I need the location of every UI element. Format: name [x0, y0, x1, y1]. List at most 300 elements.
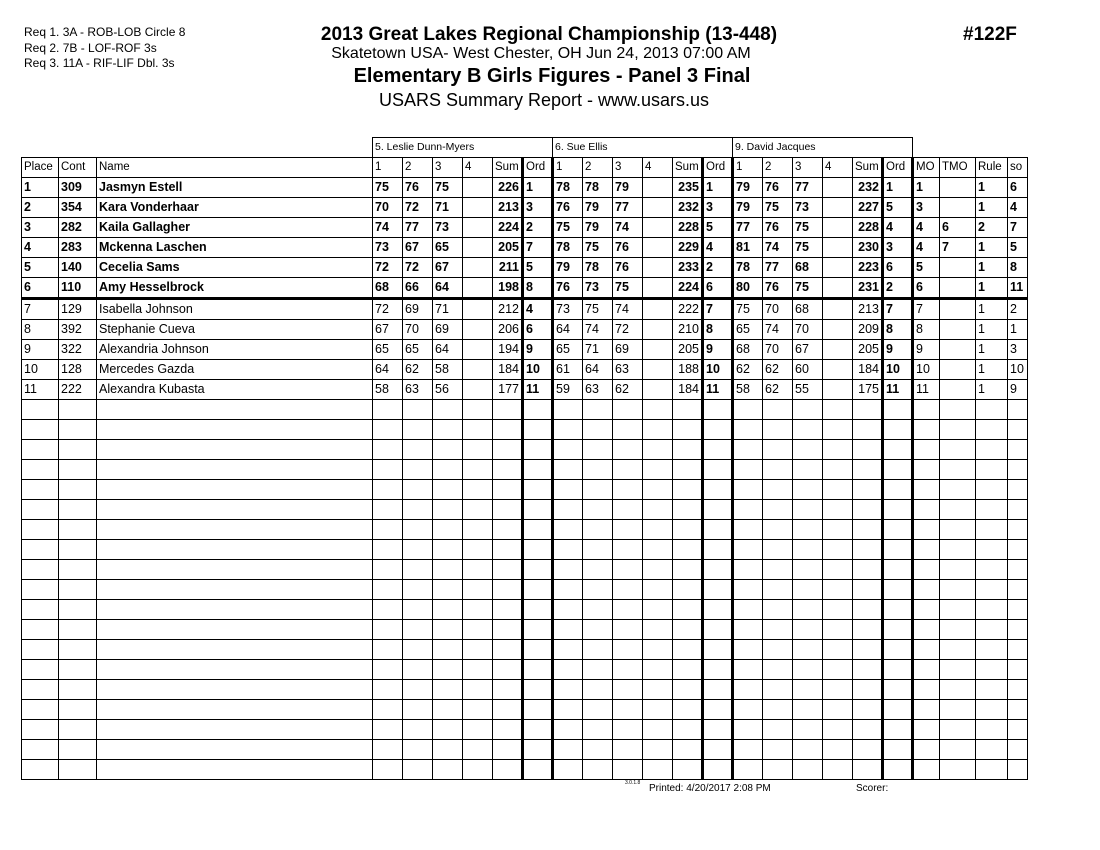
judge2-score-fig3-cell — [613, 500, 643, 520]
judge1-score-fig3-cell: 67 — [433, 258, 463, 278]
skate-order-cell — [1008, 720, 1028, 740]
judge3-score-fig3-cell: 67 — [793, 340, 823, 360]
rule-cell: 1 — [976, 380, 1008, 400]
table-body — [22, 138, 1028, 780]
judge2-score-fig4-cell — [643, 580, 673, 600]
judge3-score-fig4-cell — [823, 520, 853, 540]
judge1-score-fig1-cell — [373, 420, 403, 440]
judge1-score-fig3-cell: 58 — [433, 360, 463, 380]
place-cell — [22, 400, 59, 420]
col-header-judge3-3: 4 — [823, 158, 853, 178]
place-cell: 8 — [22, 320, 59, 340]
judge3-ordinal-cell — [883, 660, 913, 680]
judge3-score-fig1-cell — [733, 520, 763, 540]
judge1-ordinal-cell — [523, 680, 553, 700]
judge2-sum-cell — [673, 760, 703, 780]
judge3-sum-cell: 209 — [853, 320, 883, 340]
judge3-sum-cell — [853, 580, 883, 600]
skater-name-cell: Kaila Gallagher — [97, 218, 373, 238]
col-header-tmo: TMO — [940, 158, 976, 178]
judge1-score-fig2-cell — [403, 560, 433, 580]
total-majority-ordinal-cell — [940, 760, 976, 780]
contestant-number-cell — [59, 680, 97, 700]
judge1-score-fig1-cell: 70 — [373, 198, 403, 218]
judge1-score-fig4-cell — [463, 400, 493, 420]
judge2-ordinal-cell: 3 — [703, 198, 733, 218]
judge1-score-fig3-cell — [433, 700, 463, 720]
skater-name-cell — [97, 520, 373, 540]
judge2-score-fig1-cell — [553, 420, 583, 440]
judge1-sum-cell — [493, 640, 523, 660]
judge2-score-fig1-cell: 61 — [553, 360, 583, 380]
judge2-score-fig1-cell: 76 — [553, 198, 583, 218]
judge2-score-fig1-cell: 76 — [553, 278, 583, 299]
judge1-score-fig1-cell: 72 — [373, 258, 403, 278]
judge2-sum-cell: 233 — [673, 258, 703, 278]
majority-ordinal-cell: 8 — [913, 320, 940, 340]
judge2-sum-cell: 222 — [673, 299, 703, 320]
majority-ordinal-cell — [913, 540, 940, 560]
judge3-sum-cell: 232 — [853, 178, 883, 198]
judge2-score-fig3-cell — [613, 460, 643, 480]
judge1-score-fig2-cell — [403, 460, 433, 480]
place-cell — [22, 480, 59, 500]
judge3-score-fig1-cell: 77 — [733, 218, 763, 238]
judge1-score-fig2-cell — [403, 620, 433, 640]
total-majority-ordinal-cell — [940, 299, 976, 320]
judge1-score-fig1-cell — [373, 500, 403, 520]
judge2-ordinal-cell — [703, 500, 733, 520]
total-majority-ordinal-cell — [940, 600, 976, 620]
judge3-sum-cell: 230 — [853, 238, 883, 258]
contestant-number-cell — [59, 640, 97, 660]
judge3-score-fig4-cell — [823, 278, 853, 299]
judge1-score-fig3-cell — [433, 660, 463, 680]
judge3-score-fig4-cell — [823, 700, 853, 720]
judge3-sum-cell — [853, 760, 883, 780]
judge1-score-fig1-cell: 67 — [373, 320, 403, 340]
judge1-score-fig2-cell: 72 — [403, 198, 433, 218]
judge3-score-fig2-cell — [763, 700, 793, 720]
judge1-score-fig3-cell — [433, 740, 463, 760]
judge3-score-fig1-cell — [733, 540, 763, 560]
judge3-sum-cell: 205 — [853, 340, 883, 360]
total-majority-ordinal-cell — [940, 720, 976, 740]
judge1-score-fig3-cell — [433, 540, 463, 560]
judge1-sum-cell: 177 — [493, 380, 523, 400]
judge1-score-fig1-cell: 75 — [373, 178, 403, 198]
judge3-score-fig3-cell — [793, 420, 823, 440]
col-header-judge3-0: 1 — [733, 158, 763, 178]
judge3-score-fig4-cell — [823, 720, 853, 740]
rule-cell — [976, 600, 1008, 620]
judge1-score-fig4-cell — [463, 178, 493, 198]
judge3-score-fig2-cell — [763, 400, 793, 420]
judge1-score-fig2-cell — [403, 600, 433, 620]
judge2-score-fig3-cell: 72 — [613, 320, 643, 340]
rule-cell: 1 — [976, 320, 1008, 340]
judge1-score-fig1-cell — [373, 740, 403, 760]
total-majority-ordinal-cell — [940, 560, 976, 580]
judge3-score-fig1-cell: 58 — [733, 380, 763, 400]
total-majority-ordinal-cell — [940, 500, 976, 520]
judge2-score-fig1-cell — [553, 520, 583, 540]
judge2-score-fig1-cell — [553, 540, 583, 560]
judge1-ordinal-cell — [523, 740, 553, 760]
judge3-score-fig3-cell — [793, 400, 823, 420]
judge3-score-fig3-cell — [793, 440, 823, 460]
skater-name-cell: Jasmyn Estell — [97, 178, 373, 198]
judge2-score-fig1-cell — [553, 400, 583, 420]
skater-name-cell — [97, 620, 373, 640]
judge1-ordinal-cell: 11 — [523, 380, 553, 400]
table-row — [22, 400, 1028, 420]
judge2-sum-cell — [673, 560, 703, 580]
judge3-sum-cell: 175 — [853, 380, 883, 400]
judge1-ordinal-cell: 4 — [523, 299, 553, 320]
table-row — [22, 278, 1028, 299]
skate-order-cell: 6 — [1008, 178, 1028, 198]
rule-cell — [976, 440, 1008, 460]
judge2-score-fig4-cell — [643, 320, 673, 340]
judge1-score-fig2-cell — [403, 480, 433, 500]
judge3-score-fig3-cell — [793, 460, 823, 480]
judge2-ordinal-cell — [703, 740, 733, 760]
judge2-score-fig2-cell: 75 — [583, 299, 613, 320]
judge1-score-fig1-cell: 72 — [373, 299, 403, 320]
judge1-score-fig3-cell — [433, 440, 463, 460]
judge3-ordinal-cell — [883, 560, 913, 580]
skate-order-cell — [1008, 740, 1028, 760]
skater-name-cell — [97, 460, 373, 480]
judge2-sum-cell — [673, 660, 703, 680]
judge2-ordinal-cell — [703, 680, 733, 700]
judge1-score-fig3-cell: 69 — [433, 320, 463, 340]
judge2-score-fig3-cell: 76 — [613, 258, 643, 278]
skater-name-cell — [97, 760, 373, 780]
skate-order-cell — [1008, 500, 1028, 520]
judge3-score-fig4-cell — [823, 420, 853, 440]
judge3-ordinal-cell — [883, 540, 913, 560]
judge3-sum-cell — [853, 520, 883, 540]
rule-cell — [976, 520, 1008, 540]
judge3-score-fig4-cell — [823, 480, 853, 500]
judge3-ordinal-cell — [883, 600, 913, 620]
judge3-score-fig2-cell — [763, 540, 793, 560]
judge1-ordinal-cell — [523, 700, 553, 720]
judge1-score-fig2-cell — [403, 400, 433, 420]
judge1-score-fig1-cell — [373, 580, 403, 600]
skater-name-cell — [97, 660, 373, 680]
judge3-score-fig1-cell — [733, 720, 763, 740]
judge1-sum-cell: 212 — [493, 299, 523, 320]
judge2-ordinal-cell: 8 — [703, 320, 733, 340]
table-row — [22, 520, 1028, 540]
judge3-sum-cell — [853, 500, 883, 520]
judge3-score-fig2-cell: 76 — [763, 278, 793, 299]
judge2-score-fig4-cell — [643, 198, 673, 218]
skate-order-cell — [1008, 700, 1028, 720]
majority-ordinal-cell — [913, 680, 940, 700]
judge2-score-fig4-cell — [643, 700, 673, 720]
judge2-score-fig2-cell — [583, 440, 613, 460]
place-cell — [22, 500, 59, 520]
scorer-label: Scorer: — [856, 783, 889, 794]
judge1-score-fig2-cell: 72 — [403, 258, 433, 278]
table-row — [22, 660, 1028, 680]
judge2-sum-cell — [673, 580, 703, 600]
total-majority-ordinal-cell: 6 — [940, 218, 976, 238]
judge2-score-fig1-cell: 65 — [553, 340, 583, 360]
judge3-sum-cell — [853, 720, 883, 740]
judge2-score-fig2-cell: 79 — [583, 198, 613, 218]
judge2-score-fig4-cell — [643, 178, 673, 198]
rule-cell: 1 — [976, 278, 1008, 299]
contestant-number-cell: 129 — [59, 299, 97, 320]
judge2-score-fig1-cell — [553, 500, 583, 520]
judge2-score-fig3-cell — [613, 700, 643, 720]
judge2-score-fig3-cell: 69 — [613, 340, 643, 360]
judge3-ordinal-cell — [883, 740, 913, 760]
judge2-score-fig3-cell: 62 — [613, 380, 643, 400]
skater-name-cell: Mercedes Gazda — [97, 360, 373, 380]
skate-order-cell: 1 — [1008, 320, 1028, 340]
judge1-ordinal-cell — [523, 720, 553, 740]
skater-name-cell — [97, 640, 373, 660]
judge1-score-fig2-cell — [403, 700, 433, 720]
judge3-score-fig3-cell: 75 — [793, 278, 823, 299]
skater-name-cell — [97, 400, 373, 420]
judge2-score-fig4-cell — [643, 600, 673, 620]
judge2-sum-cell — [673, 400, 703, 420]
judge3-score-fig3-cell: 68 — [793, 299, 823, 320]
judge3-score-fig3-cell — [793, 660, 823, 680]
judge3-ordinal-cell — [883, 400, 913, 420]
judge1-ordinal-cell: 7 — [523, 238, 553, 258]
judge1-score-fig2-cell: 76 — [403, 178, 433, 198]
judge1-sum-cell — [493, 540, 523, 560]
judge1-score-fig4-cell — [463, 258, 493, 278]
rule-cell: 1 — [976, 360, 1008, 380]
judge1-score-fig3-cell — [433, 720, 463, 740]
col-header-place: Place — [22, 158, 59, 178]
judge2-score-fig1-cell — [553, 580, 583, 600]
table-row — [22, 360, 1028, 380]
col-header-name: Name — [97, 158, 373, 178]
judge2-score-fig4-cell — [643, 380, 673, 400]
judge1-score-fig3-cell — [433, 640, 463, 660]
contestant-number-cell — [59, 700, 97, 720]
judge1-score-fig1-cell — [373, 560, 403, 580]
judge-row-spacer-right — [913, 138, 1028, 158]
judge3-score-fig1-cell: 78 — [733, 258, 763, 278]
judge1-sum-cell — [493, 620, 523, 640]
judge1-score-fig2-cell — [403, 500, 433, 520]
judge1-ordinal-cell: 2 — [523, 218, 553, 238]
judge2-sum-cell — [673, 420, 703, 440]
judge3-score-fig2-cell — [763, 480, 793, 500]
table-row — [22, 560, 1028, 580]
judge1-score-fig3-cell: 65 — [433, 238, 463, 258]
contestant-number-cell — [59, 740, 97, 760]
judge3-ordinal-cell: 3 — [883, 238, 913, 258]
skater-name-cell: Kara Vonderhaar — [97, 198, 373, 218]
skater-name-cell: Stephanie Cueva — [97, 320, 373, 340]
event-title: Elementary B Girls Figures - Panel 3 Final — [353, 65, 751, 87]
col-header-judge3-1: 2 — [763, 158, 793, 178]
place-cell — [22, 560, 59, 580]
judge1-score-fig1-cell: 73 — [373, 238, 403, 258]
judge1-score-fig1-cell — [373, 700, 403, 720]
judge2-score-fig2-cell: 74 — [583, 320, 613, 340]
judge3-score-fig1-cell: 75 — [733, 299, 763, 320]
judge3-score-fig4-cell — [823, 238, 853, 258]
judge3-score-fig3-cell — [793, 720, 823, 740]
judge1-score-fig3-cell: 73 — [433, 218, 463, 238]
judge2-sum-cell: 229 — [673, 238, 703, 258]
judge2-sum-cell — [673, 620, 703, 640]
venue-date: Skatetown USA- West Chester, OH Jun 24, 2013 07:00 AM — [331, 45, 751, 62]
judge1-score-fig2-cell — [403, 760, 433, 780]
judge1-sum-cell — [493, 440, 523, 460]
judge2-score-fig1-cell: 59 — [553, 380, 583, 400]
judge1-ordinal-cell — [523, 520, 553, 540]
place-cell: 5 — [22, 258, 59, 278]
skater-name-cell — [97, 740, 373, 760]
judge1-score-fig1-cell: 68 — [373, 278, 403, 299]
total-majority-ordinal-cell — [940, 340, 976, 360]
judge3-score-fig3-cell: 60 — [793, 360, 823, 380]
judge1-score-fig4-cell — [463, 580, 493, 600]
judge3-score-fig2-cell — [763, 740, 793, 760]
judge1-sum-cell — [493, 720, 523, 740]
judge2-score-fig4-cell — [643, 560, 673, 580]
skate-order-cell — [1008, 460, 1028, 480]
majority-ordinal-cell: 9 — [913, 340, 940, 360]
judge3-score-fig3-cell: 68 — [793, 258, 823, 278]
table-row — [22, 218, 1028, 238]
judge2-ordinal-cell: 9 — [703, 340, 733, 360]
judge3-ordinal-cell — [883, 760, 913, 780]
judge2-score-fig3-cell — [613, 620, 643, 640]
judge1-score-fig3-cell — [433, 500, 463, 520]
judge2-sum-cell — [673, 460, 703, 480]
judge2-score-fig1-cell — [553, 600, 583, 620]
judge1-sum-cell — [493, 520, 523, 540]
judge3-ordinal-cell — [883, 640, 913, 660]
judge3-sum-cell — [853, 640, 883, 660]
judge1-score-fig1-cell: 64 — [373, 360, 403, 380]
total-majority-ordinal-cell — [940, 320, 976, 340]
requirement-3: Req 3. 11A - RIF-LIF Dbl. 3s — [24, 56, 175, 70]
total-majority-ordinal-cell — [940, 700, 976, 720]
judge3-score-fig4-cell — [823, 178, 853, 198]
judge1-score-fig2-cell — [403, 440, 433, 460]
contestant-number-cell — [59, 720, 97, 740]
judge1-score-fig2-cell — [403, 660, 433, 680]
table-row — [22, 500, 1028, 520]
rule-cell — [976, 640, 1008, 660]
judge3-score-fig2-cell — [763, 560, 793, 580]
judge3-ordinal-cell: 11 — [883, 380, 913, 400]
majority-ordinal-cell: 6 — [913, 278, 940, 299]
total-majority-ordinal-cell — [940, 620, 976, 640]
judge3-score-fig2-cell: 77 — [763, 258, 793, 278]
judge1-score-fig1-cell — [373, 640, 403, 660]
majority-ordinal-cell — [913, 400, 940, 420]
place-cell: 11 — [22, 380, 59, 400]
rule-cell — [976, 760, 1008, 780]
contestant-number-cell — [59, 540, 97, 560]
judge1-score-fig1-cell — [373, 760, 403, 780]
table-row — [22, 258, 1028, 278]
judge2-score-fig4-cell — [643, 680, 673, 700]
judge-2-name: 6. Sue Ellis — [553, 138, 733, 158]
judge2-score-fig4-cell — [643, 258, 673, 278]
place-cell: 3 — [22, 218, 59, 238]
judge1-score-fig3-cell — [433, 480, 463, 500]
col-header-so: so — [1008, 158, 1028, 178]
contestant-number-cell: 322 — [59, 340, 97, 360]
judge1-score-fig1-cell — [373, 460, 403, 480]
place-cell — [22, 520, 59, 540]
judge3-sum-cell — [853, 660, 883, 680]
col-header-judge1-0: 1 — [373, 158, 403, 178]
judge3-score-fig2-cell: 70 — [763, 299, 793, 320]
contestant-number-cell: 128 — [59, 360, 97, 380]
judge3-score-fig3-cell — [793, 520, 823, 540]
judge1-score-fig4-cell — [463, 540, 493, 560]
judge2-score-fig4-cell — [643, 340, 673, 360]
judge2-sum-cell — [673, 700, 703, 720]
judge3-ordinal-cell — [883, 520, 913, 540]
contestant-number-cell — [59, 580, 97, 600]
judge2-score-fig3-cell — [613, 420, 643, 440]
judge3-score-fig2-cell: 62 — [763, 380, 793, 400]
judge2-score-fig2-cell — [583, 520, 613, 540]
judge3-score-fig4-cell — [823, 258, 853, 278]
place-cell — [22, 660, 59, 680]
judge2-score-fig4-cell — [643, 620, 673, 640]
judge1-score-fig3-cell — [433, 680, 463, 700]
table-row — [22, 440, 1028, 460]
table-row — [22, 178, 1028, 198]
judge3-score-fig2-cell — [763, 420, 793, 440]
judge1-score-fig2-cell — [403, 740, 433, 760]
judge3-score-fig3-cell — [793, 620, 823, 640]
judge2-score-fig3-cell — [613, 560, 643, 580]
judge2-score-fig2-cell: 71 — [583, 340, 613, 360]
table-row — [22, 760, 1028, 780]
judge2-score-fig1-cell — [553, 720, 583, 740]
contestant-number-cell — [59, 420, 97, 440]
judge2-score-fig1-cell — [553, 440, 583, 460]
majority-ordinal-cell — [913, 720, 940, 740]
judge1-score-fig3-cell — [433, 420, 463, 440]
judge3-score-fig4-cell — [823, 360, 853, 380]
judge1-score-fig2-cell — [403, 540, 433, 560]
judge3-score-fig2-cell — [763, 500, 793, 520]
judge1-ordinal-cell: 1 — [523, 178, 553, 198]
contestant-number-cell — [59, 760, 97, 780]
judge3-score-fig4-cell — [823, 320, 853, 340]
judge2-sum-cell — [673, 520, 703, 540]
judge3-ordinal-cell: 1 — [883, 178, 913, 198]
judge1-ordinal-cell — [523, 460, 553, 480]
judge2-score-fig2-cell — [583, 420, 613, 440]
judge2-ordinal-cell — [703, 720, 733, 740]
contestant-number-cell — [59, 460, 97, 480]
